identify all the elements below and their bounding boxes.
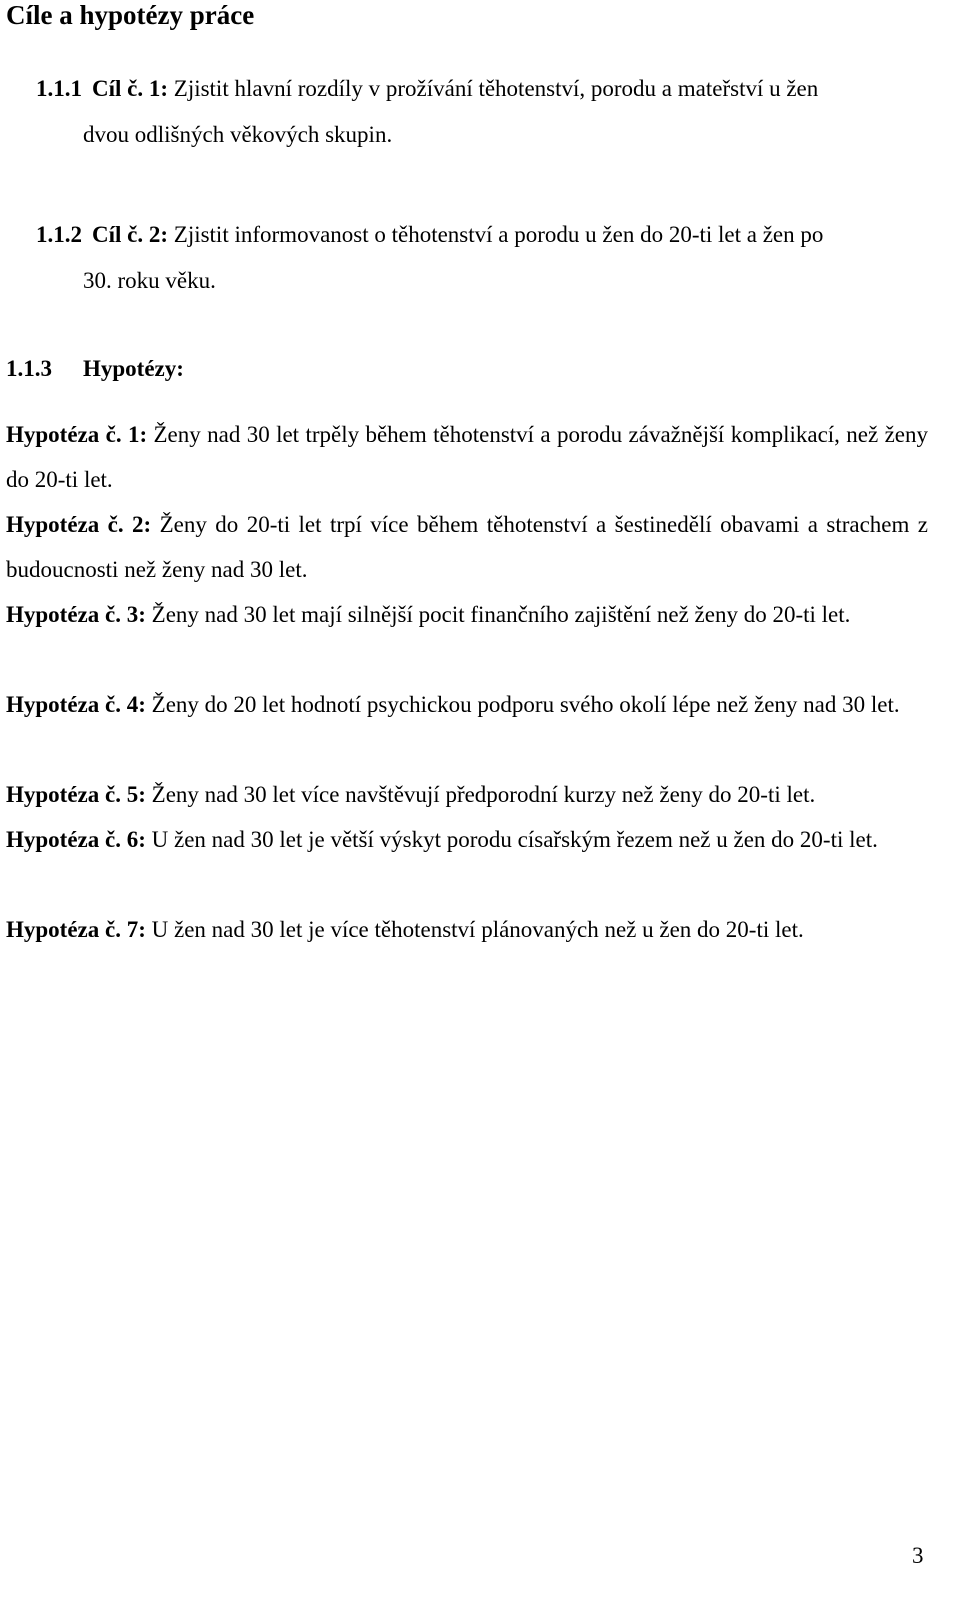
hypothesis-label: Hypotéza č. 5: bbox=[6, 782, 146, 807]
hypotheses-heading bbox=[6, 346, 184, 392]
hypothesis-label: Hypotéza č. 2: bbox=[6, 512, 152, 537]
hypothesis-label: Hypotéza č. 3: bbox=[6, 602, 146, 627]
hypothesis-3 bbox=[6, 592, 928, 637]
page-number: 3 bbox=[912, 1543, 924, 1568]
hypothesis-4 bbox=[6, 682, 928, 727]
goal-2 bbox=[36, 212, 956, 304]
hypotheses-heading-number: 1.1.3 bbox=[6, 356, 52, 381]
goal-number: 1.1.1 bbox=[36, 76, 82, 101]
hypothesis-7 bbox=[6, 907, 928, 952]
hypothesis-text: Ženy do 20-ti let trpí více během těhotenství a šestinedělí obavami a strachem z budoucnosti než ženy nad 30 let. bbox=[6, 512, 929, 582]
hypothesis-text: Ženy do 20 let hodnotí psychickou podporu svého okolí lépe než ženy nad 30 let. bbox=[151, 692, 900, 717]
page-title: Cíle a hypotézy práce bbox=[6, 0, 255, 30]
hypotheses-heading-label: Hypotézy: bbox=[83, 356, 184, 381]
goal-text-continued: 30. roku věku. bbox=[83, 268, 216, 293]
goal-number: 1.1.2 bbox=[36, 222, 82, 247]
hypothesis-label: Hypotéza č. 4: bbox=[6, 692, 146, 717]
hypothesis-text: Ženy nad 30 let trpěly během těhotenství a porodu závažnější komplikací, než ženy do 20-ti let. bbox=[6, 422, 928, 492]
hypothesis-text: U žen nad 30 let je větší výskyt porodu císařským řezem než u žen do 20-ti let. bbox=[151, 827, 878, 852]
goal-text: Zjistit informovanost o těhotenství a porodu u žen do 20-ti let a žen po bbox=[173, 222, 824, 247]
hypothesis-text: Ženy nad 30 let více navštěvují předporodní kurzy než ženy do 20-ti let. bbox=[151, 782, 816, 807]
goal-label: Cíl č. 1: bbox=[92, 76, 169, 101]
goal-text: Zjistit hlavní rozdíly v prožívání těhotenství, porodu a mateřství u žen bbox=[173, 76, 819, 101]
hypothesis-label: Hypotéza č. 7: bbox=[6, 917, 146, 942]
hypothesis-label: Hypotéza č. 1: bbox=[6, 422, 148, 447]
goal-text-continued: dvou odlišných věkových skupin. bbox=[83, 122, 393, 147]
hypothesis-6 bbox=[6, 817, 928, 862]
hypothesis-label: Hypotéza č. 6: bbox=[6, 827, 146, 852]
hypothesis-1 bbox=[6, 412, 928, 502]
goal-1 bbox=[36, 66, 956, 158]
goal-label: Cíl č. 2: bbox=[92, 222, 169, 247]
hypothesis-text: U žen nad 30 let je více těhotenství plánovaných než u žen do 20-ti let. bbox=[151, 917, 804, 942]
hypothesis-5 bbox=[6, 772, 928, 817]
hypothesis-text: Ženy nad 30 let mají silnější pocit finančního zajištění než ženy do 20-ti let. bbox=[151, 602, 851, 627]
hypothesis-2 bbox=[6, 502, 928, 592]
